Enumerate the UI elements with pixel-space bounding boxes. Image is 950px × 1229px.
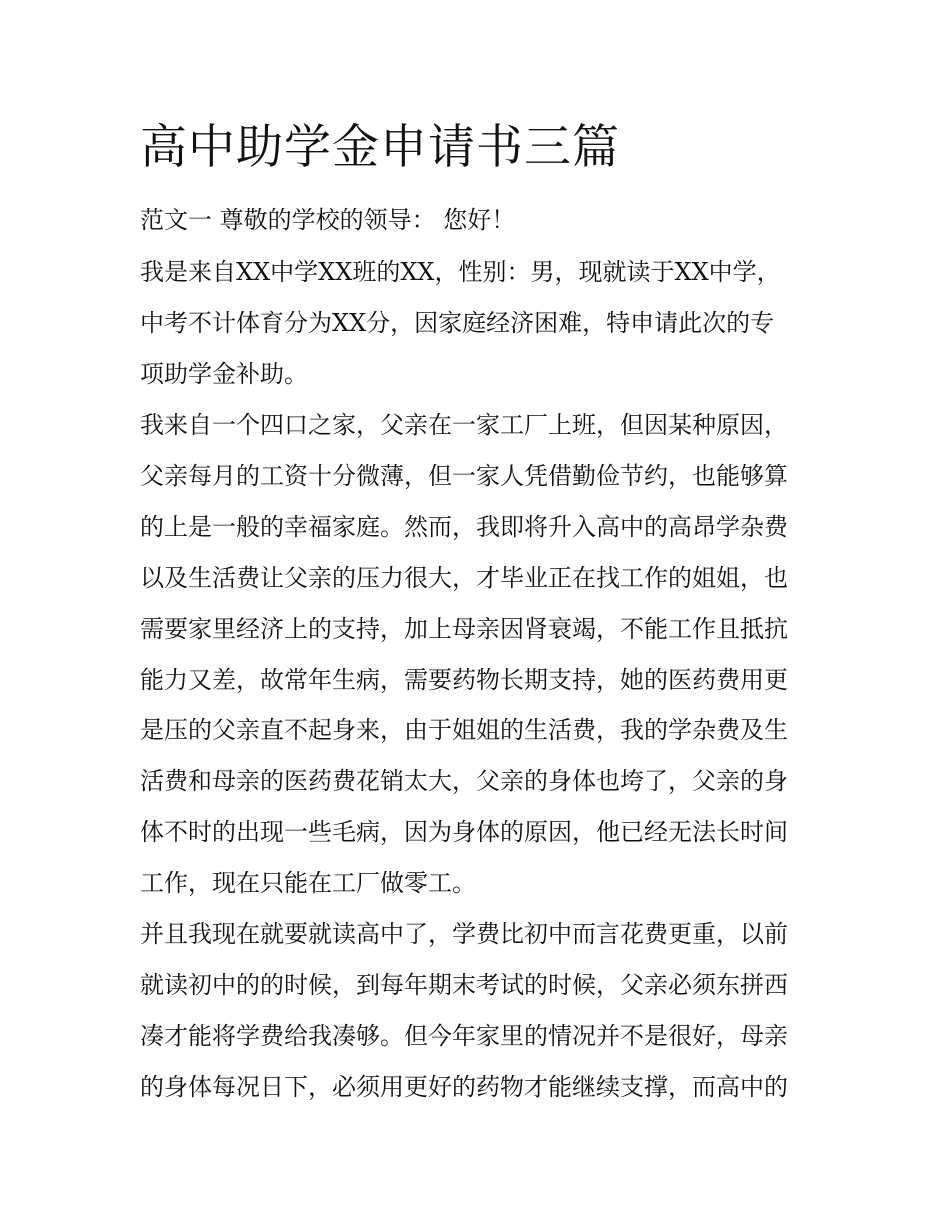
text-line: 以及生活费让父亲的压力很大，才毕业正在找工作的姐姐，也 — [140, 564, 788, 592]
text-line: 中考不计体育分为XX分，因家庭经济困难，特申请此次的专 — [140, 309, 775, 337]
text-line: 我是来自XX中学XX班的XX，性别：男，现就读于XX中学， — [140, 258, 781, 286]
text-line: 的上是一般的幸福家庭。然而，我即将升入高中的高昂学杂费 — [140, 513, 788, 541]
text-line: 工作，现在只能在工厂做零工。 — [140, 869, 476, 897]
text-line: 凑才能将学费给我凑够。但今年家里的情况并不是很好，母亲 — [140, 1022, 788, 1050]
text-line: 我来自一个四口之家，父亲在一家工厂上班，但因某种原因， — [140, 411, 788, 439]
text-line: 能力又差，故常年生病，需要药物长期支持，她的医药费用更 — [140, 666, 788, 694]
text-line: 父亲每月的工资十分微薄，但一家人凭借勤俭节约，也能够算 — [140, 462, 788, 490]
text-line: 项助学金补助。 — [140, 360, 308, 388]
text-line: 需要家里经济上的支持，加上母亲因肾衰竭，不能工作且抵抗 — [140, 615, 788, 643]
text-line: 是压的父亲直不起身来，由于姐姐的生活费，我的学杂费及生 — [140, 716, 788, 744]
text-line: 就读初中的的时候，到每年期末考试的时候，父亲必须东拼西 — [140, 971, 788, 999]
text-line: 并且我现在就要就读高中了，学费比初中而言花费更重，以前 — [140, 920, 788, 948]
text-line: 的身体每况日下，必须用更好的药物才能继续支撑，而高中的 — [140, 1073, 788, 1101]
page-title: 高中助学金申请书三篇 — [140, 120, 620, 175]
text-line: 活费和母亲的医药费花销太大，父亲的身体也垮了，父亲的身 — [140, 767, 788, 795]
text-line: 体不时的出现一些毛病，因为身体的原因，他已经无法长时间 — [140, 818, 788, 846]
text-line: 范文一 尊敬的学校的领导： 您好！ — [140, 206, 516, 234]
